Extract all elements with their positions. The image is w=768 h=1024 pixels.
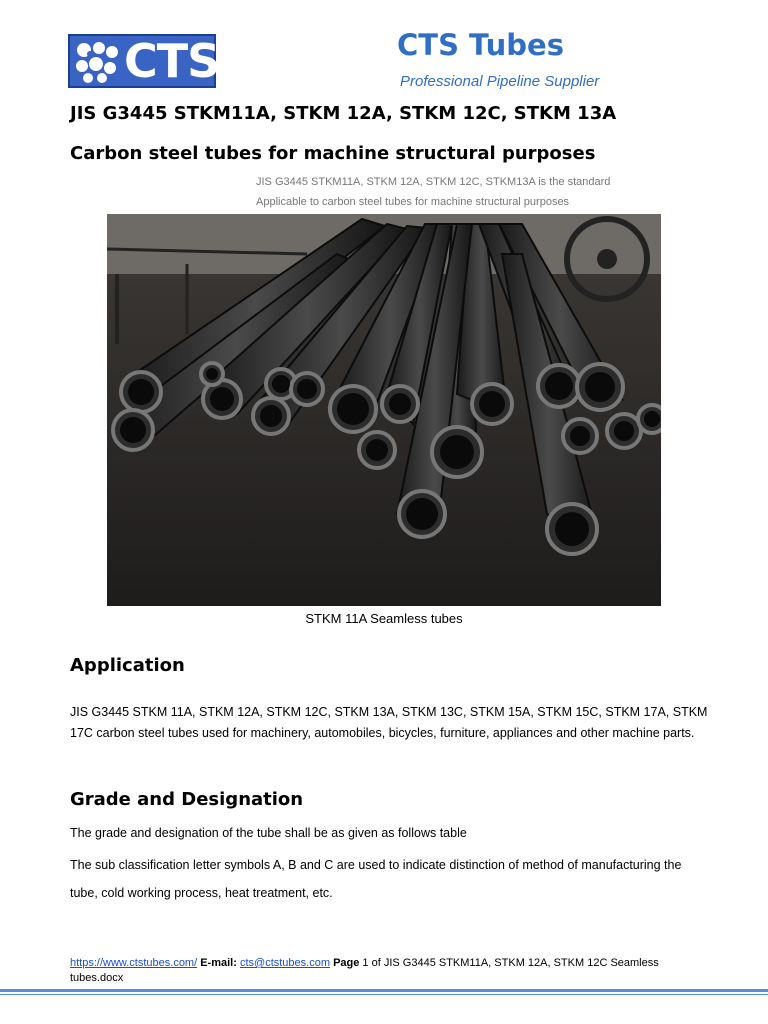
email-link[interactable]: cts@ctstubes.com	[239, 957, 330, 969]
page-label: Page	[333, 957, 360, 969]
standard-note: JIS G3445 STKM11A, STKM 12A, STKM 12C, STKM13A is the standard	[256, 176, 611, 188]
brand-subtitle: Professional Pipeline Supplier	[400, 73, 600, 90]
grade-heading: Grade and Designation	[70, 789, 304, 810]
application-heading: Application	[70, 655, 185, 676]
logo-circles-icon	[74, 40, 122, 84]
applicability-note: Applicable to carbon steel tubes for machine structural purposes	[256, 196, 570, 208]
footer-rule	[0, 989, 768, 992]
grade-text-2: The sub classification letter symbols A, B and C are used to indicate distinction of method of manufacturing the tube, cold working process, heat treatment, etc.	[70, 858, 682, 900]
website-link[interactable]: https://www.ctstubes.com/	[70, 957, 198, 969]
grade-text-1: The grade and designation of the tube shall be as given as follows table	[70, 826, 467, 840]
page-footer	[70, 956, 690, 986]
footer-rule-thin	[0, 994, 768, 995]
logo-text: CTS	[124, 34, 220, 88]
image-caption: STKM 11A Seamless tubes	[305, 611, 463, 626]
company-logo	[68, 34, 220, 88]
document-title: JIS G3445 STKM11A, STKM 12A, STKM 12C, STKM 13A	[70, 103, 617, 124]
footer-filename: of JIS G3445 STKM11A, STKM 12A, STKM 12C Seamless tubes.docx	[70, 957, 659, 984]
page-number: 1	[362, 957, 369, 969]
brand-title: CTS Tubes	[397, 28, 564, 62]
email-label: E-mail:	[200, 957, 237, 969]
application-text: JIS G3445 STKM 11A, STKM 12A, STKM 12C, STKM 13A, STKM 13C, STKM 15A, STKM 15C, STKM 17A, STKM 17C carbon steel tubes used for machinery, automobiles, bicycles, furniture, appliances and other machine parts.	[70, 705, 708, 740]
steel-tubes-photo	[107, 214, 661, 606]
document-subtitle: Carbon steel tubes for machine structural purposes	[70, 143, 596, 164]
